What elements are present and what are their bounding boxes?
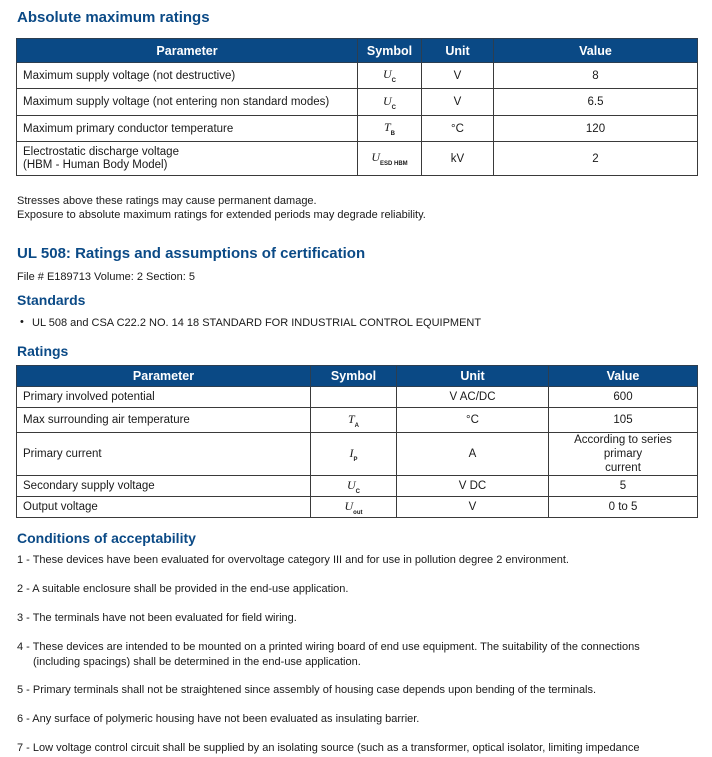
unit-cell: V DC — [397, 476, 549, 497]
parameter-cell: Max surrounding air temperature — [17, 408, 311, 433]
symbol-cell — [358, 63, 422, 89]
table-row — [17, 408, 698, 433]
unit-cell: V — [397, 497, 549, 518]
condition-text: Any surface of polymeric housing have not been evaluated as insulating barrier. — [32, 713, 420, 725]
unit-cell: °C — [397, 408, 549, 433]
symbol-cell — [311, 497, 397, 518]
symbol-sub: out — [353, 509, 363, 516]
condition-text: These devices are intended to be mounted on a printed wiring board of end use equipment. The suitability of the connections — [32, 641, 640, 653]
table-row — [17, 89, 698, 116]
condition-number: 6 - — [17, 713, 33, 725]
header-parameter: Parameter — [17, 366, 311, 387]
bullet-icon: • — [20, 316, 24, 328]
ratings-table — [16, 365, 698, 518]
symbol-sub: B — [390, 131, 396, 137]
condition-number: 7 - — [17, 742, 33, 754]
unit-cell: V AC/DC — [397, 387, 549, 408]
table-row — [17, 63, 698, 89]
symbol-sub: C — [391, 104, 396, 111]
table-row — [17, 433, 698, 476]
table-row — [17, 387, 698, 408]
header-symbol: Symbol — [311, 366, 397, 387]
header-value: Value — [549, 366, 698, 387]
condition-number: 2 - — [17, 583, 33, 595]
value-cell: 2 — [494, 142, 698, 176]
condition-text: These devices have been evaluated for overvoltage category III and for use in pollution degree 2 environment. — [32, 554, 569, 566]
ratings-title: Ratings — [17, 343, 69, 359]
unit-cell: kV — [422, 142, 494, 176]
value-line: current — [605, 462, 641, 474]
symbol-cell — [311, 408, 397, 433]
value-cell: 600 — [549, 387, 698, 408]
value-cell: 6.5 — [494, 89, 698, 116]
condition-item — [17, 582, 707, 597]
parameter-cell: Primary involved potential — [17, 387, 311, 408]
value-cell: 120 — [494, 116, 698, 142]
condition-number: 4 - — [17, 641, 33, 653]
table-row — [17, 142, 698, 176]
table-header-row — [17, 366, 698, 387]
symbol-main: I — [349, 445, 354, 460]
value-cell: 105 — [549, 408, 698, 433]
unit-cell: A — [397, 433, 549, 476]
symbol-sub: P — [353, 456, 358, 463]
condition-item — [17, 553, 707, 568]
standards-title: Standards — [17, 292, 86, 308]
abs-max-table — [16, 38, 698, 176]
symbol-sub: C — [355, 488, 360, 495]
condition-item — [17, 683, 707, 698]
parameter-cell: Output voltage — [17, 497, 311, 518]
symbol-cell — [358, 142, 422, 176]
parameter-cell: Secondary supply voltage — [17, 476, 311, 497]
condition-number: 3 - — [17, 612, 33, 624]
condition-item — [17, 712, 707, 727]
standards-item: UL 508 and CSA C22.2 NO. 14 18 STANDARD FOR INDUSTRIAL CONTROL EQUIPMENT — [32, 317, 482, 329]
symbol-cell — [311, 433, 397, 476]
symbol-main: U — [344, 498, 354, 513]
symbol-main: T — [347, 411, 355, 426]
parameter-cell: Maximum supply voltage (not destructive) — [17, 63, 358, 89]
condition-number: 5 - — [17, 684, 33, 696]
symbol-main: U — [382, 67, 392, 81]
symbol-main: U — [346, 477, 356, 492]
parameter-cell: Maximum primary conductor temperature — [17, 116, 358, 142]
ul508-file-info: File # E189713 Volume: 2 Section: 5 — [17, 271, 195, 283]
condition-number: 1 - — [17, 554, 33, 566]
parameter-cell — [17, 142, 358, 176]
condition-text: Primary terminals shall not be straightened since assembly of housing case depends upon bending of the terminals. — [32, 684, 597, 696]
condition-item — [17, 741, 707, 756]
parameter-line: (HBM - Human Body Model) — [23, 158, 168, 171]
parameter-line: Electrostatic discharge voltage — [23, 145, 179, 158]
unit-cell: V — [422, 89, 494, 116]
symbol-cell — [358, 89, 422, 116]
value-cell — [549, 433, 698, 476]
abs-max-title: Absolute maximum ratings — [17, 9, 210, 26]
symbol-sub: C — [391, 78, 396, 84]
condition-item — [17, 640, 707, 670]
symbol-sub: A — [354, 422, 360, 429]
header-symbol: Symbol — [358, 39, 422, 63]
table-row — [17, 497, 698, 518]
header-parameter: Parameter — [17, 39, 358, 63]
table-row — [17, 476, 698, 497]
table-row — [17, 116, 698, 142]
symbol-main: U — [382, 93, 392, 108]
value-cell: 8 — [494, 63, 698, 89]
abs-max-note-2: Exposure to absolute maximum ratings for extended periods may degrade reliability. — [17, 209, 426, 221]
ul508-title: UL 508: Ratings and assumptions of certification — [17, 245, 366, 262]
value-cell: 5 — [549, 476, 698, 497]
unit-cell: °C — [422, 116, 494, 142]
header-value: Value — [494, 39, 698, 63]
condition-text: The terminals have not been evaluated for field wiring. — [32, 612, 297, 624]
header-unit: Unit — [422, 39, 494, 63]
symbol-cell — [311, 387, 397, 408]
parameter-cell: Primary current — [17, 433, 311, 476]
abs-max-note-1: Stresses above these ratings may cause permanent damage. — [17, 195, 317, 207]
conditions-title: Conditions of acceptability — [17, 530, 196, 546]
symbol-cell — [358, 116, 422, 142]
symbol-main: U — [371, 150, 380, 164]
symbol-cell — [311, 476, 397, 497]
unit-cell: V — [422, 63, 494, 89]
symbol-main: T — [383, 120, 391, 134]
value-cell: 0 to 5 — [549, 497, 698, 518]
value-line: According to series primary — [574, 434, 672, 460]
symbol-sub: ESD HBM — [380, 161, 408, 167]
condition-text: A suitable enclosure shall be provided in the end-use application. — [32, 583, 349, 595]
condition-item — [17, 611, 707, 626]
condition-text-continued: (including spacings) shall be determined in the end-use application. — [33, 656, 361, 668]
parameter-cell: Maximum supply voltage (not entering non standard modes) — [17, 89, 358, 116]
table-header-row — [17, 39, 698, 63]
header-unit: Unit — [397, 366, 549, 387]
condition-text: Low voltage control circuit shall be supplied by an isolating source (such as a transformer, optical isolator, limiting impedance — [32, 742, 640, 754]
